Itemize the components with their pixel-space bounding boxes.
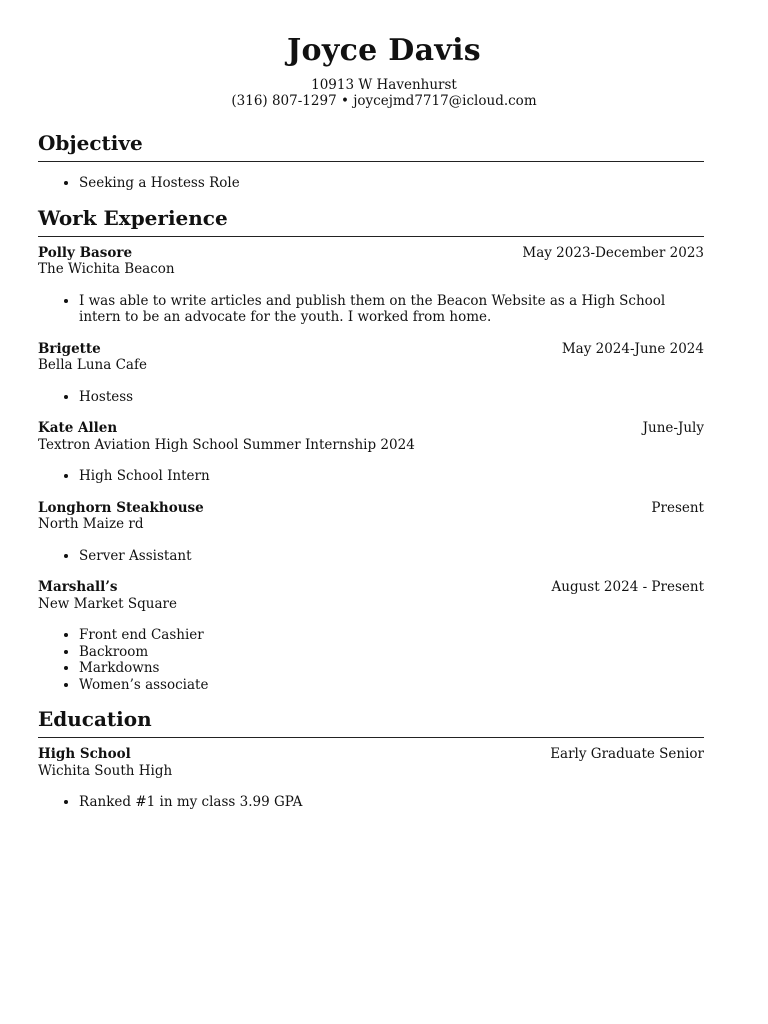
work-entry-brigette [38, 341, 704, 406]
entry-bullet: • Backroom [79, 644, 704, 661]
entry-header [38, 420, 704, 437]
entry-date: May 2023-December 2023 [522, 244, 704, 261]
entry-bullets [38, 627, 704, 693]
entry-subtitle: North Maize rd [38, 516, 144, 532]
entry-subtitle: The Wichita Beacon [38, 261, 175, 277]
entry-header [38, 579, 704, 596]
contact-line: (316) 807-1297 • joycejmd7717@icloud.com [231, 93, 537, 109]
entry-org: High School [38, 746, 131, 762]
entry-subtitle: Wichita South High [38, 762, 173, 779]
work-entry-longhorn-steakhouse [38, 500, 704, 565]
entry-date: June-July [642, 420, 704, 436]
entry-bullets [38, 468, 704, 485]
entry-header [38, 500, 704, 517]
objective-list [38, 175, 704, 192]
entry-header [38, 746, 704, 763]
entry-bullets [38, 548, 704, 565]
resume-name: Joyce Davis [287, 33, 481, 68]
entry-bullets [38, 389, 704, 406]
entry-date: Present [651, 499, 704, 516]
address: 10913 W Havenhurst [311, 77, 457, 93]
entry-org: Polly Basore [38, 244, 133, 261]
entry-bullet: • I was able to write articles and publish them on the Beacon Website as a High School intern to be an advocate for the youth. I worked from home. [79, 293, 704, 326]
education-entry-high-school [38, 746, 704, 811]
work-experience-heading: Work Experience [38, 206, 704, 237]
entry-bullets [38, 293, 704, 326]
education-heading: Education [38, 707, 704, 738]
entry-bullet: • High School Intern [79, 468, 704, 485]
entry-bullet: • Women’s associate [79, 677, 704, 694]
objective-item: • Seeking a Hostess Role [79, 175, 704, 192]
entry-bullet: • Hostess [79, 389, 704, 406]
entry-org: Brigette [38, 340, 101, 357]
entry-date: May 2024-June 2024 [561, 340, 704, 357]
entry-subtitle: Textron Aviation High School Summer Internship 2024 [38, 436, 415, 453]
entry-header [38, 245, 704, 262]
entry-subtitle: Bella Luna Cafe [38, 357, 147, 373]
objective-heading: Objective [38, 131, 704, 162]
entry-bullet: • Ranked #1 in my class 3.99 GPA [79, 794, 704, 811]
entry-date: Early Graduate Senior [550, 746, 704, 762]
entry-bullet: • Server Assistant [79, 548, 704, 565]
entry-org: Longhorn Steakhouse [38, 499, 204, 516]
work-entry-polly-basore [38, 245, 704, 326]
entry-bullet: • Markdowns [79, 660, 704, 677]
entry-header [38, 341, 704, 358]
work-entry-marshalls [38, 579, 704, 693]
work-entry-kate-allen [38, 420, 704, 485]
entry-bullet: • Front end Cashier [79, 627, 704, 644]
contact-block [38, 77, 704, 109]
entry-org: Marshall’s [38, 579, 118, 595]
entry-date: August 2024 - Present [551, 579, 704, 595]
entry-org: Kate Allen [38, 420, 118, 436]
entry-bullets [38, 794, 704, 811]
entry-subtitle: New Market Square [38, 595, 177, 612]
